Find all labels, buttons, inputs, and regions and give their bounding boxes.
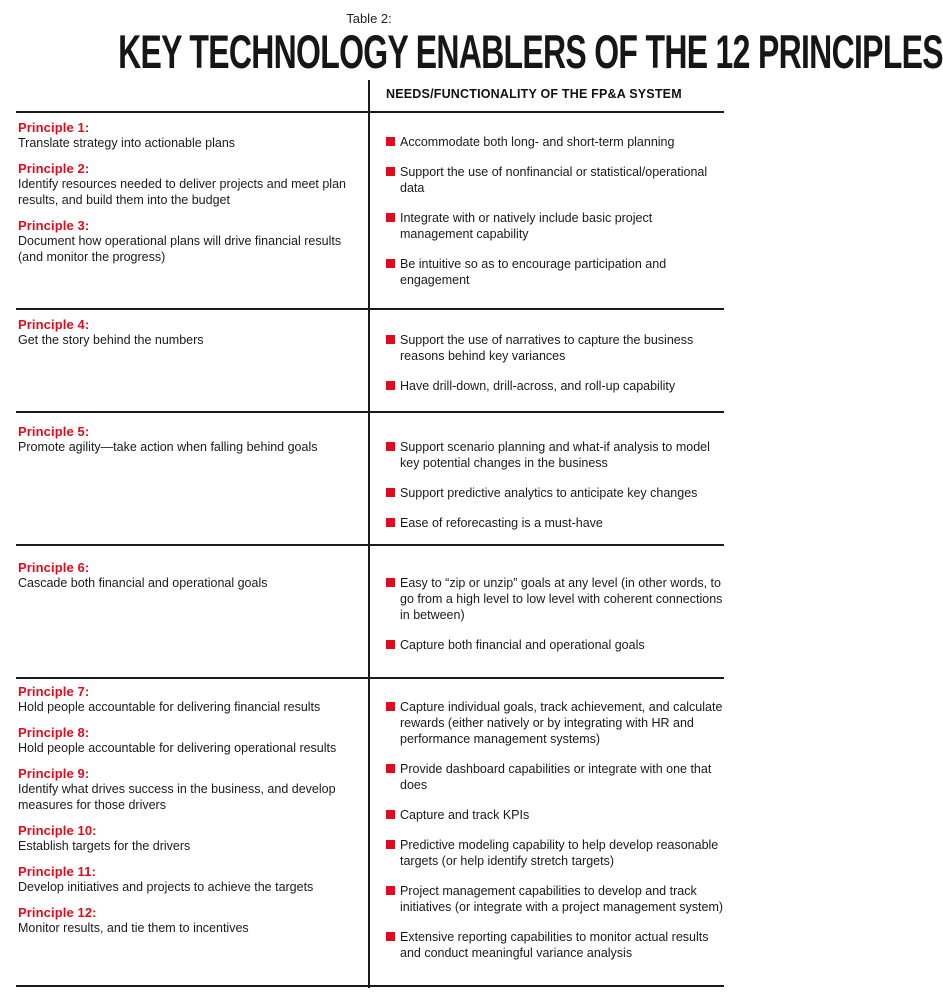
bullet-square-icon xyxy=(386,259,395,268)
bullet-square-icon xyxy=(386,810,395,819)
principle xyxy=(18,424,360,455)
principle-title: Principle 9: xyxy=(18,766,90,781)
need-item xyxy=(386,256,726,288)
principle-title: Principle 10: xyxy=(18,823,97,838)
need-item xyxy=(386,164,726,196)
need-item xyxy=(386,210,726,242)
column-header: NEEDS/FUNCTIONALITY OF THE FP&A SYSTEM xyxy=(386,87,682,101)
need-text: Easy to “zip or unzip” goals at any level (in other words, to go from a high level to low level with coherent connections in between) xyxy=(400,576,723,622)
principle-text: Develop initiatives and projects to achieve the targets xyxy=(18,880,314,894)
principle-text: Get the story behind the numbers xyxy=(18,333,204,347)
need-item xyxy=(386,515,726,531)
principle xyxy=(18,317,360,348)
need-text: Support the use of narratives to capture the business reasons behind key variances xyxy=(400,333,694,363)
principle-text: Identify resources needed to deliver projects and meet plan results, and build them into the budget xyxy=(18,177,346,207)
bullet-square-icon xyxy=(386,213,395,222)
needs-column xyxy=(386,332,726,408)
bullet-square-icon xyxy=(386,518,395,527)
principle-text: Hold people accountable for delivering financial results xyxy=(18,700,321,714)
need-item xyxy=(386,439,726,471)
principle xyxy=(18,218,360,265)
bullet-square-icon xyxy=(386,764,395,773)
bullet-square-icon xyxy=(386,488,395,497)
bullet-square-icon xyxy=(386,335,395,344)
principle-title: Principle 7: xyxy=(18,684,90,699)
principle-text: Document how operational plans will drive financial results (and monitor the progress) xyxy=(18,234,342,264)
rule-bottom xyxy=(16,985,724,987)
need-text: Capture both financial and operational goals xyxy=(400,638,645,652)
bullet-square-icon xyxy=(386,578,395,587)
need-text: Support the use of nonfinancial or statistical/operational data xyxy=(400,165,708,195)
needs-column xyxy=(386,575,726,667)
need-item xyxy=(386,637,726,653)
principle xyxy=(18,725,360,756)
principle-text: Promote agility—take action when falling behind goals xyxy=(18,440,318,454)
principles-column xyxy=(18,560,360,601)
principle-title: Principle 12: xyxy=(18,905,97,920)
principle xyxy=(18,161,360,208)
principle xyxy=(18,560,360,591)
principle xyxy=(18,766,360,813)
rule-header xyxy=(16,111,724,113)
principle-title: Principle 8: xyxy=(18,725,90,740)
bullet-square-icon xyxy=(386,840,395,849)
principle xyxy=(18,905,360,936)
need-text: Support scenario planning and what-if analysis to model key potential changes in the business xyxy=(400,440,710,470)
need-item xyxy=(386,883,726,915)
bullet-square-icon xyxy=(386,381,395,390)
principle-title: Principle 1: xyxy=(18,120,90,135)
bullet-square-icon xyxy=(386,932,395,941)
bullet-square-icon xyxy=(386,886,395,895)
principle-title: Principle 6: xyxy=(18,560,90,575)
bullet-square-icon xyxy=(386,137,395,146)
need-text: Provide dashboard capabilities or integrate with one that does xyxy=(400,762,712,792)
rule-section-4 xyxy=(16,677,724,679)
principle-text: Identify what drives success in the business, and develop measures for those drivers xyxy=(18,782,336,812)
need-item xyxy=(386,837,726,869)
principles-column xyxy=(18,317,360,358)
principle-title: Principle 4: xyxy=(18,317,90,332)
principles-column xyxy=(18,424,360,465)
principle-title: Principle 2: xyxy=(18,161,90,176)
need-item xyxy=(386,929,726,961)
need-text: Extensive reporting capabilities to monitor actual results and conduct meaningful variance analysis xyxy=(400,930,709,960)
need-text: Accommodate both long- and short-term planning xyxy=(400,135,675,149)
rule-section-1 xyxy=(16,308,724,310)
need-item xyxy=(386,807,726,823)
needs-column xyxy=(386,134,726,302)
bullet-square-icon xyxy=(386,640,395,649)
principle-text: Establish targets for the drivers xyxy=(18,839,191,853)
principle xyxy=(18,684,360,715)
bullet-square-icon xyxy=(386,442,395,451)
need-item xyxy=(386,332,726,364)
principle xyxy=(18,823,360,854)
bullet-square-icon xyxy=(386,167,395,176)
need-item xyxy=(386,378,726,394)
principle-text: Translate strategy into actionable plans xyxy=(18,136,236,150)
principle-text: Cascade both financial and operational goals xyxy=(18,576,268,590)
principle-title: Principle 11: xyxy=(18,864,96,879)
bullet-square-icon xyxy=(386,702,395,711)
principles-column xyxy=(18,120,360,275)
need-item xyxy=(386,485,726,501)
need-text: Predictive modeling capability to help develop reasonable targets (or help identify stretch targets) xyxy=(400,838,719,868)
needs-column xyxy=(386,699,726,975)
need-item xyxy=(386,761,726,793)
principle-title: Principle 3: xyxy=(18,218,90,233)
needs-column xyxy=(386,439,726,545)
need-item xyxy=(386,699,726,747)
column-divider xyxy=(368,80,370,988)
principle-title: Principle 5: xyxy=(18,424,90,439)
rule-section-2 xyxy=(16,411,724,413)
need-item xyxy=(386,575,726,623)
principle xyxy=(18,120,360,151)
principle xyxy=(18,864,360,895)
need-text: Capture and track KPIs xyxy=(400,808,530,822)
need-text: Capture individual goals, track achievement, and calculate rewards (either natively or by integrating with HR and performance management systems) xyxy=(400,700,723,746)
need-text: Support predictive analytics to anticipate key changes xyxy=(400,486,698,500)
need-text: Integrate with or natively include basic project management capability xyxy=(400,211,653,241)
need-text: Ease of reforecasting is a must-have xyxy=(400,516,603,530)
need-text: Have drill-down, drill-across, and roll-up capability xyxy=(400,379,676,393)
table-label: Table 2: xyxy=(346,11,392,26)
principle-text: Monitor results, and tie them to incentives xyxy=(18,921,249,935)
need-item xyxy=(386,134,726,150)
principles-column xyxy=(18,684,360,946)
need-text: Project management capabilities to develop and track initiatives (or integrate with a project management system) xyxy=(400,884,724,914)
need-text: Be intuitive so as to encourage participation and engagement xyxy=(400,257,667,287)
principle-text: Hold people accountable for delivering operational results xyxy=(18,741,337,755)
page-title: KEY TECHNOLOGY ENABLERS OF THE 12 PRINCIPLES xyxy=(118,25,943,78)
